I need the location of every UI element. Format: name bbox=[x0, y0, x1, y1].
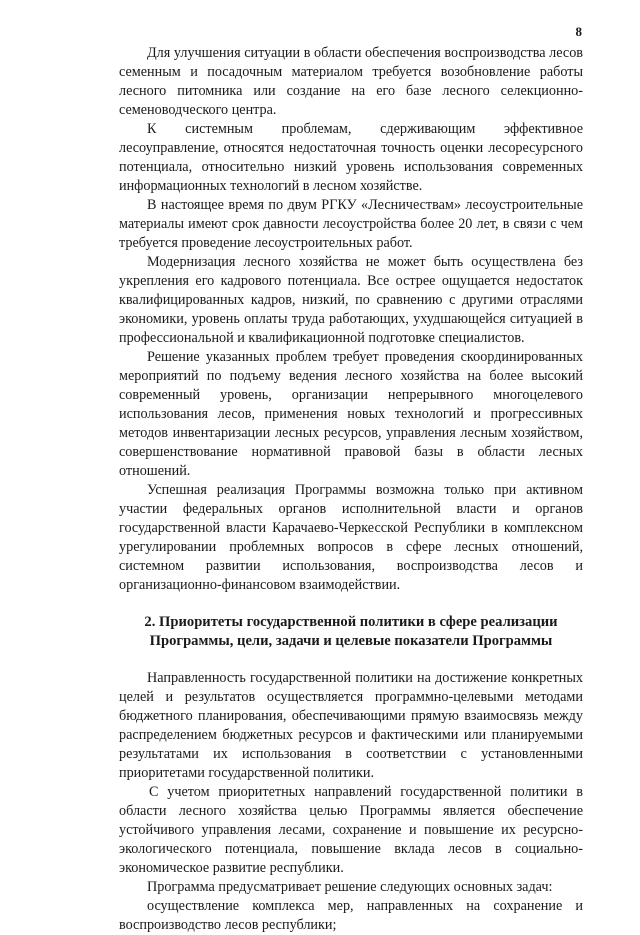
paragraph-program-goal: С учетом приоритетных направлений государственной политики в области лесного хозяйства целью Программы является обеспечение устойчивого управления лесами, сохранение и повышение их ресурсно-экологического потенциала, повышение вклада лесов в социально-экономическое развитие республики. bbox=[119, 784, 583, 876]
paragraph-coordinated-measures: Решение указанных проблем требует проведения скоординированных мероприятий по подъему ведения лесного хозяйства на более высокий современный уровень, организации непрерывного многоцелевого использования лесов, применения новых технологий и прогрессивных методов инвентаризации лесных ресурсов, управления лесным хозяйством, совершенствование нормативной правовой базы в области лесных отношений. bbox=[119, 349, 583, 479]
paragraph-staff-potential: Модернизация лесного хозяйства не может быть осуществлена без укрепления его кадрового потенциала. Все острее ощущается недостаток квалифицированных кадров, низкий, по сравнению с другими отраслями экономики, уровень оплаты труда работающих, ухудшающейся ситуацией в профессиональной и квалификационной подготовке специалистов. bbox=[119, 254, 583, 346]
section-heading-line-2: Программы, цели, задачи и целевые показатели Программы bbox=[149, 633, 553, 649]
paragraph-policy-direction: Направленность государственной политики на достижение конкретных целей и результатов осуществляется программно-целевыми методами бюджетного планирования, обеспечивающими прямую взаимосвязь между распределением бюджетных ресурсов и фактическими или планируемыми результатами их использования в соответствии с установленными приоритетами государственной политики. bbox=[119, 670, 583, 781]
paragraph-systemic-problems: К системным проблемам, сдерживающим эффективное лесоуправление, относятся недостаточная точность оценки лесоресурсного потенциала, относительно низкий уровень использования современных информационных технологий в лесном хозяйстве. bbox=[119, 121, 583, 194]
paragraph-forest-inventory: В настоящее время по двум РГКУ «Лесничествам» лесоустроительные материалы имеют срок давности лесоустройства более 20 лет, в связи с чем требуется проведение лесоустроительных работ. bbox=[119, 197, 583, 251]
paragraph-seed-material: Для улучшения ситуации в области обеспечения воспроизводства лесов семенным и посадочным материалом требуется возобновление работы лесного питомника или создание на его базе лесного селекционно-семеноводческого центра. bbox=[119, 45, 583, 118]
paragraph-program-tasks: Программа предусматривает решение следующих основных задач: bbox=[147, 879, 553, 895]
paragraph-program-success: Успешная реализация Программы возможна только при активном участии федеральных органов исполнительной власти и органов государственной власти Карачаево-Черкесской Республики в комплексном урегулировании проблемных вопросов в сфере лесных отношений, системном развитии использования, воспроизводства лесов и организационно-финансовом взаимодействии. bbox=[119, 482, 583, 593]
section-heading bbox=[119, 613, 583, 651]
section-heading-line-1: 2. Приоритеты государственной политики в сфере реализации bbox=[144, 614, 558, 630]
paragraph-task-conservation: осуществление комплекса мер, направленных на сохранение и воспроизводство лесов республики; bbox=[119, 898, 583, 933]
page-number: 8 bbox=[575, 24, 582, 39]
document-body bbox=[119, 44, 583, 935]
